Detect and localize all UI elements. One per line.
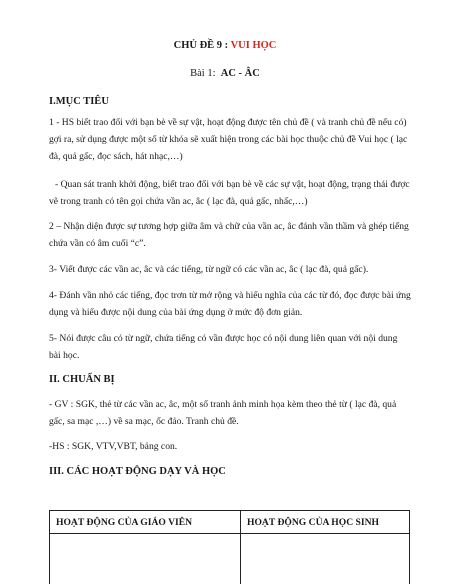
objective-2: 2 – Nhận diện được sự tương hợp giữa âm và chữ của vần ac, âc đánh vần thầm và ghép tiếng chứa vần có âm cuối “c”. bbox=[49, 218, 411, 252]
objective-4: 4- Đánh vần nhỏ các tiếng, đọc trơn từ mở rộng và hiểu nghĩa của các từ đó, đọc được bài ứng dụng và hiểu được nội dung của bài ứng dụng ở mức độ đơn giản. bbox=[49, 287, 411, 321]
topic-prefix: CHỦ ĐỀ 9 : bbox=[174, 40, 231, 51]
objective-5: 5- Nói được câu có từ ngữ, chứa tiếng có vần được học có nội dung liên quan với nội dung bài học. bbox=[49, 330, 411, 364]
topic-name: VUI HỌC bbox=[231, 40, 277, 51]
objective-1: 1 - HS biết trao đổi với bạn bè về sự vật, hoạt động được tên chủ đề ( và tranh chủ đề nếu có) gợi ra, sử dụng được một số từ khóa sẽ xuất hiện trong các bài học thuộc chủ đề Vui học ( lạc đà, quả gấc, đọc sách, hát nhạc,…) bbox=[49, 114, 411, 166]
objective-3: 3- Viết được các vần ac, âc và các tiếng, từ ngữ có các vần ac, âc ( lạc đà, quả gấc). bbox=[49, 261, 411, 278]
lesson-name: AC - ÂC bbox=[221, 68, 260, 79]
topic-title bbox=[0, 40, 450, 51]
table-cell bbox=[50, 534, 241, 584]
section-heading-preparation: II. CHUẨN BỊ bbox=[49, 374, 115, 385]
lesson-title bbox=[0, 68, 450, 79]
table-row bbox=[50, 534, 410, 584]
prep-teacher: - GV : SGK, thẻ từ các vần ac, âc, một số tranh ảnh minh họa kèm theo thẻ từ ( lạc đà, quả gấc, sa mạc ,…) về sa mạc, ốc đảo. Tranh chủ đề. bbox=[49, 396, 411, 430]
lesson-label: Bài 1: bbox=[190, 68, 215, 79]
section-heading-objectives: I.MỤC TIÊU bbox=[49, 96, 109, 107]
student-activities-header: HOẠT ĐỘNG CỦA HỌC SINH bbox=[241, 511, 410, 534]
table-cell bbox=[241, 534, 410, 584]
section-heading-activities: III. CÁC HOẠT ĐỘNG DẠY VÀ HỌC bbox=[49, 466, 226, 477]
objective-1b: - Quan sát tranh khởi động, biết trao đổi với bạn bè về các sự vật, hoạt động, trạng thái được vẽ trong tranh có tên gọi chứa vần ac, âc ( lạc đà, quả gấc, nhấc,…) bbox=[49, 176, 411, 210]
teacher-activities-header: HOẠT ĐỘNG CỦA GIÁO VIÊN bbox=[50, 511, 241, 534]
table-header-row bbox=[50, 511, 410, 534]
activities-table bbox=[49, 510, 410, 584]
prep-student: -HS : SGK, VTV,VBT, bảng con. bbox=[49, 438, 411, 455]
